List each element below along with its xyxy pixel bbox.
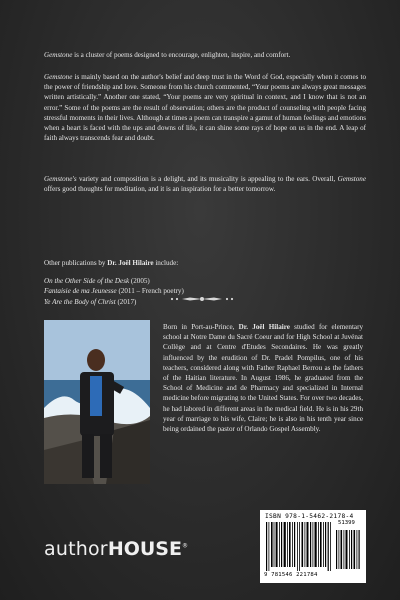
barcode-addon: 51399	[338, 520, 355, 526]
author-bio: Born in Port-au-Prince, Dr. Joël Hilaire studied for elementary school at Notre Dame du Sacré Coeur and for High School at Juvénat Collège and at Centre d'Etudes Secondaires. He was greatly influenced by the erudition of Dr. Pradel Pompilus, one of his teachers, considered along with Father Raphael Berrou as the fathers of the Haitian literature. In August 1986, he graduated from the School of Medicine and de Pharmacy and specialized in Internal medicine before migrating to the United States. For over two decades, he had labored in different areas in the medical field. He is in his 29th year of marriage to his wife, Claire; he is also in his tenth year since being ordained the pastor of Orlando Gospel Assembly.	[163, 323, 363, 434]
other-publications	[44, 258, 184, 307]
title-ref: Gemstone	[44, 51, 73, 59]
barcode-bars	[264, 522, 362, 571]
intro-paragraph: Gemstone is a cluster of poems designed to encourage, enlighten, inspire, and comfort.	[44, 51, 291, 59]
isbn-label: ISBN 978-1-5462-2178-4	[265, 513, 354, 520]
isbn-barcode	[260, 510, 366, 583]
publication-item: On the Other Side of the Desk (2005)	[44, 277, 150, 286]
author-photo	[44, 320, 150, 484]
barcode-number: 9 781546 221784	[264, 572, 318, 578]
publication-item: Ye Are the Body of Christ (2017)	[44, 297, 137, 306]
title-ref: Gemstone's	[44, 175, 77, 183]
title-ref: Gemstone	[337, 175, 366, 183]
title-ref: Gemstone	[44, 73, 73, 81]
publications-intro: Other publications by Dr. Joël Hilaire include:	[44, 259, 179, 267]
summary-paragraph: Gemstone's variety and composition is a delight, and its musicality is appealing to the ears. Overall, Gemstone offers good thoughts for meditation, and it is an inspiration for a better tomorrow.	[44, 175, 366, 194]
publisher-logo: authorHOUSE®	[44, 538, 189, 560]
description-paragraph: Gemstone is mainly based on the author's belief and deep trust in the Word of God, especially when it comes to the power of friendship and love. Someone from his church commented, “Your poems are always great messages written artistically.” Another one stated, “Your poems are very spiritual in context, and I know that is not an error.” Some of the poems are the result of observation; others are the product of counseling with people facing stressful moments in their lives. Although at times a poem can transpire a gamut of human feelings and emotions when a heart is faced with the ups and downs of life, it can shine some rays of hope on us in the end. A leap of faith always transcends fear and doubt.	[44, 73, 366, 143]
publication-item: Fantaisie de ma Jeunesse (2011 – French poetry)	[44, 287, 184, 296]
decorative-divider	[170, 292, 234, 306]
